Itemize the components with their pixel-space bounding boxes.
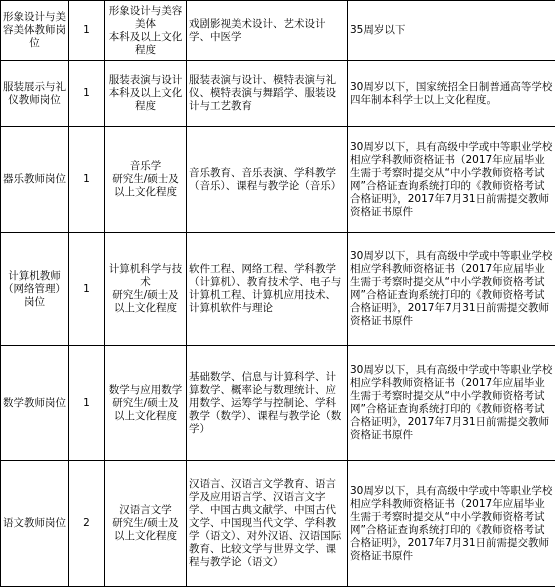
- position-cell: 计算机教师（网络管理）岗位: [1, 233, 69, 346]
- requirement-cell: 数学与应用数学 研究生/硕士及以上文化程度: [105, 346, 187, 461]
- position-cell: 数学教师岗位: [1, 346, 69, 461]
- majors-cell: 软件工程、网络工程、学科教学（计算机）、教育技术学、电子与计算机工程、计算机应用技术、计算机软件与理论: [187, 233, 348, 346]
- count-cell: 1: [69, 1, 105, 61]
- notes-cell: 30周岁以下，具有高级中学或中等职业学校相应学科教师资格证书（2017年应届毕业生需于考察时提交从“中小学教师资格考试网”合格证查询系统打印的《教师资格考试合格证明》，2017年7月31日前需提交教师资格证书原件: [348, 127, 555, 233]
- table-row: [1, 233, 555, 346]
- requirement-cell: 音乐学 研究生/硕士及以上文化程度: [105, 127, 187, 233]
- count-cell: 1: [69, 127, 105, 233]
- majors-cell: 汉语言、汉语言文学教育、语言学及应用语言学、汉语言文字学、中国古典文献学、中国古代文学、中国现当代文学、学科教学（语文）、对外汉语、汉语国际教育、比较文学与世界文学、课程与教学论（语文）: [187, 461, 348, 587]
- table-row: [1, 346, 555, 461]
- requirement-cell: 计算机科学与技术 研究生/硕士及以上文化程度: [105, 233, 187, 346]
- requirement-cell: 形象设计与美容美体 本科及以上文化程度: [105, 1, 187, 61]
- count-cell: 2: [69, 461, 105, 587]
- notes-cell: 30周岁以下，具有高级中学或中等职业学校相应学科教师资格证书（2017年应届毕业生需于考察时提交从“中小学教师资格考试网”合格证查询系统打印的《教师资格考试合格证明》，2017年7月31日前需提交教师资格证书原件: [348, 461, 555, 587]
- table-row: [1, 127, 555, 233]
- majors-cell: 戏剧影视美术设计、艺术设计学、中医学: [187, 1, 348, 61]
- requirement-cell: 汉语言文学 研究生/硕士及以上文化程度: [105, 461, 187, 587]
- count-cell: 1: [69, 61, 105, 127]
- notes-cell: 30周岁以下，具有高级中学或中等职业学校相应学科教师资格证书（2017年应届毕业生需于考察时提交从“中小学教师资格考试网”合格证查询系统打印的《教师资格考试合格证明》，2017年7月31日前需提交教师资格证书原件: [348, 346, 555, 461]
- position-cell: 形象设计与美容美体教师岗位: [1, 1, 69, 61]
- notes-cell: 30周岁以下，国家统招全日制普通高等学校四年制本科学士以上文化程度。: [348, 61, 555, 127]
- table-row: [1, 61, 555, 127]
- count-cell: 1: [69, 346, 105, 461]
- majors-cell: 服装表演与设计、模特表演与礼仪、模特表演与舞蹈学、服装设计与工艺教育: [187, 61, 348, 127]
- majors-cell: 音乐教育、音乐表演、学科教学（音乐）、课程与教学论（音乐）: [187, 127, 348, 233]
- notes-cell: 30周岁以下，具有高级中学或中等职业学校相应学科教师资格证书（2017年应届毕业生需于考察时提交从“中小学教师资格考试网”合格证查询系统打印的《教师资格考试合格证明》，2017年7月31日前需提交教师资格证书原件: [348, 233, 555, 346]
- position-cell: 语文教师岗位: [1, 461, 69, 587]
- majors-cell: 基础数学、信息与计算科学、计算数学、概率论与数理统计、应用数学、运筹学与控制论、学科教学（数学）、课程与教学论（数学）: [187, 346, 348, 461]
- notes-cell: 35周岁以下: [348, 1, 555, 61]
- position-cell: 服装展示与礼仪教师岗位: [1, 61, 69, 127]
- table-row: [1, 1, 555, 61]
- position-cell: 器乐教师岗位: [1, 127, 69, 233]
- table-row: [1, 461, 555, 587]
- requirement-cell: 服装表演与设计 本科及以上文化程度: [105, 61, 187, 127]
- count-cell: 1: [69, 233, 105, 346]
